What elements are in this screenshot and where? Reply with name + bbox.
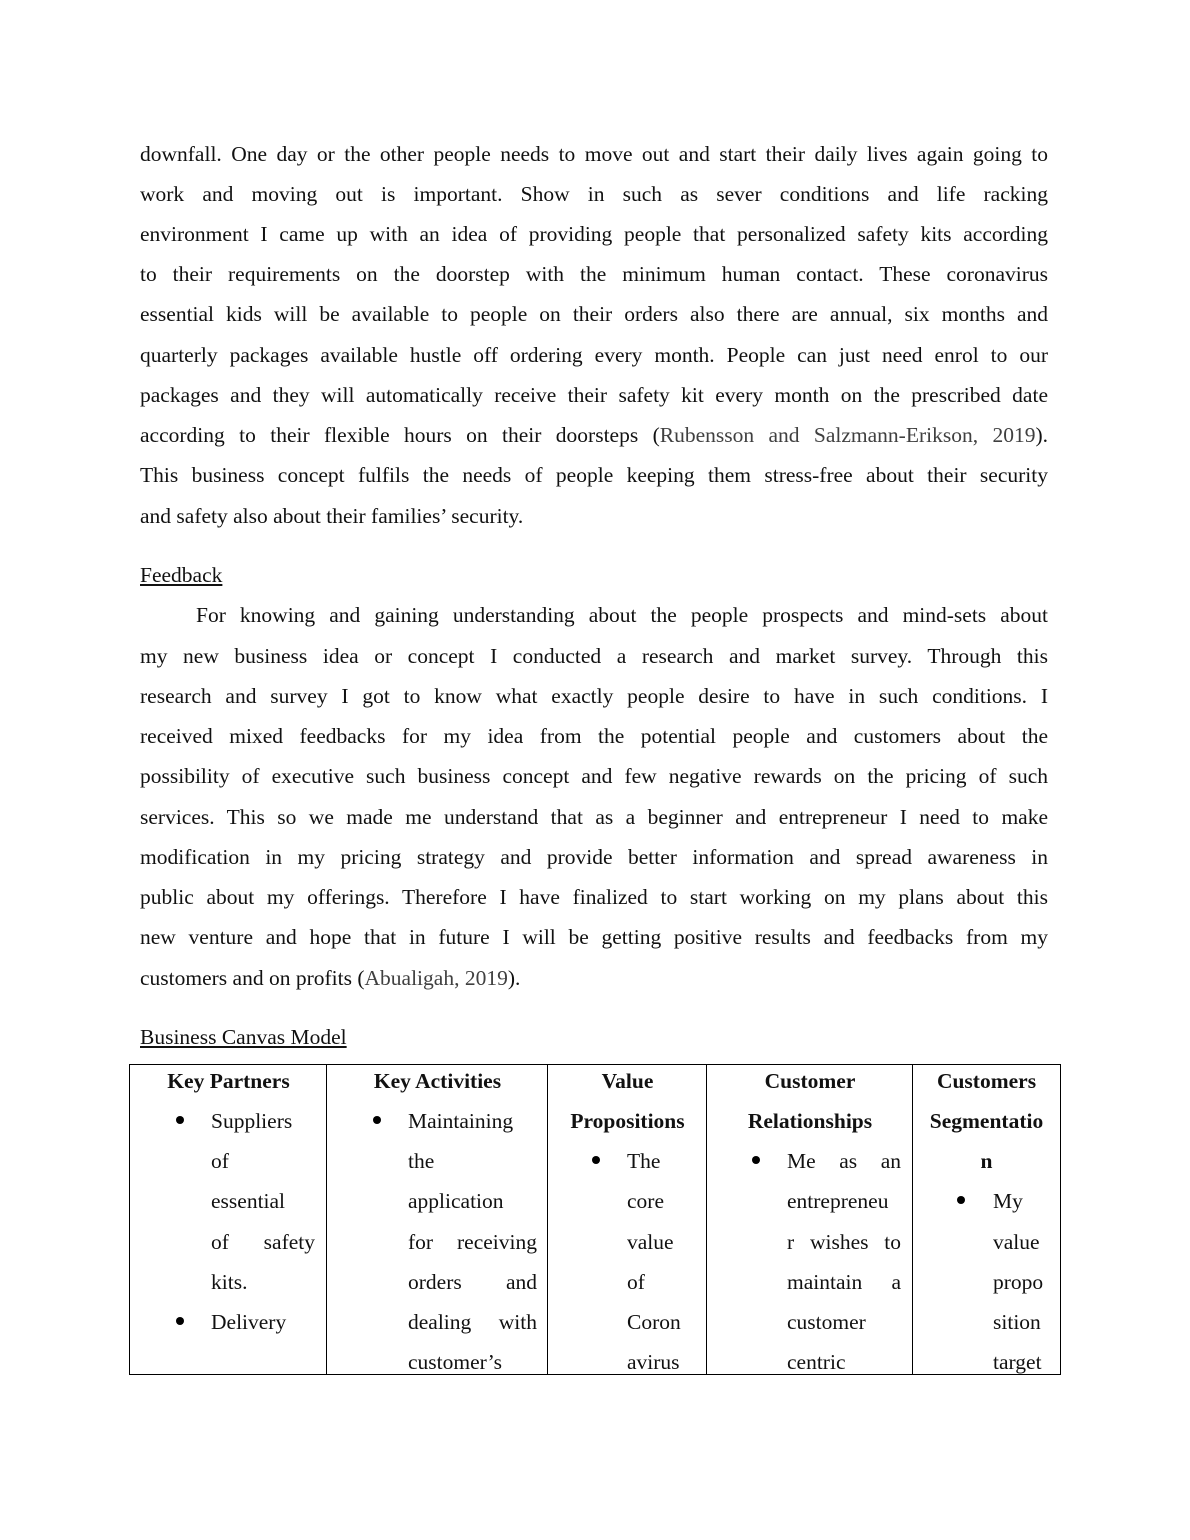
col-key-activities — [327, 1065, 548, 1374]
key-activities-text: for receiving — [408, 1230, 537, 1254]
customer-segmentation-text: value — [993, 1230, 1040, 1254]
feedback-line-10 — [140, 964, 1048, 992]
bullet-icon — [752, 1156, 760, 1164]
intro-line-4: to their requirements on the doorstep with the minimum human contact. These coronavirus — [140, 262, 1048, 286]
customer-segmentation-text: My — [993, 1189, 1023, 1213]
intro-line-10: and safety also about their families’ security. — [140, 504, 524, 528]
intro-line-9: This business concept fulfils the needs of people keeping them stress-free about their security — [140, 463, 1048, 487]
feedback-line-4: received mixed feedbacks for my idea from the potential people and customers about the — [140, 724, 1048, 748]
value-propositions-text: core — [627, 1189, 664, 1213]
feedback-line-1: For knowing and gaining understanding about the people prospects and mind-sets about — [196, 603, 1048, 627]
bullet-icon — [176, 1317, 184, 1325]
key-activities-text: dealing with — [408, 1310, 537, 1334]
key-activities-text: orders and — [408, 1270, 537, 1294]
feedback-line-3: research and survey I got to know what exactly people desire to have in such conditions. I — [140, 684, 1048, 708]
key-partners-text: Suppliers — [211, 1109, 293, 1133]
key-activities-text: customer’s — [408, 1350, 502, 1374]
intro-line-7: packages and they will automatically receive their safety kit every month on the prescribed date — [140, 383, 1048, 407]
bullet-icon — [957, 1196, 965, 1204]
bullet-icon — [176, 1116, 184, 1124]
bullet-icon — [373, 1116, 381, 1124]
intro-line-5: essential kids will be available to people on their orders also there are annual, six months and — [140, 302, 1048, 326]
intro-line-3: environment I came up with an idea of providing people that personalized safety kits according — [140, 222, 1048, 246]
business-canvas-table — [129, 1064, 1061, 1375]
intro-line-2: work and moving out is important. Show in such as sever conditions and life racking — [140, 182, 1048, 206]
customer-segmentation-text: propo — [993, 1270, 1044, 1294]
value-propositions-text: The — [627, 1149, 661, 1173]
intro-line-1: downfall. One day or the other people needs to move out and start their daily lives again going to — [140, 142, 1048, 166]
feedback-line-8: public about my offerings. Therefore I have finalized to start working on my plans about this — [140, 885, 1048, 909]
customer-relationships-text: entrepreneu — [787, 1189, 889, 1213]
feedback-last-text: customers and on profits ( — [140, 966, 365, 990]
customer-relationships-text: r wishes to — [787, 1230, 901, 1254]
header-key-activities: Key Activities — [373, 1069, 502, 1093]
col-value-propositions — [548, 1065, 707, 1374]
bullet-icon — [592, 1156, 600, 1164]
feedback-line-5: possibility of executive such business concept and few negative rewards on the pricing of such — [140, 764, 1048, 788]
intro-line-8 — [140, 421, 1048, 449]
key-activities-text: the — [408, 1149, 435, 1173]
citation-rubensson: Rubensson and Salzmann-Erikson, 2019 — [659, 423, 1036, 447]
intro-line-6: quarterly packages available hustle off ordering every month. People can just need enrol to our — [140, 343, 1048, 367]
header-customer-segmentation-3: n — [980, 1149, 993, 1173]
feedback-line-9: new venture and hope that in future I will be getting positive results and feedbacks from my — [140, 925, 1048, 949]
customer-relationships-text: centric — [787, 1350, 846, 1374]
feedback-line-6: services. This so we made me understand that as a beginner and entrepreneur I need to make — [140, 805, 1048, 829]
key-partners-text: of safety — [211, 1230, 315, 1254]
col-customer-segmentation — [913, 1065, 1060, 1374]
key-partners-text: kits. — [211, 1270, 248, 1294]
value-propositions-text: avirus — [627, 1350, 680, 1374]
header-key-partners: Key Partners — [167, 1069, 290, 1093]
key-activities-text: Maintaining — [408, 1109, 514, 1133]
customer-segmentation-text: sition — [993, 1310, 1041, 1334]
col-customer-relationships — [707, 1065, 913, 1374]
feedback-last-end: ). — [507, 966, 521, 990]
value-propositions-text: of — [627, 1270, 645, 1294]
feedback-heading: Feedback — [140, 563, 223, 587]
customer-segmentation-text: target — [993, 1350, 1042, 1374]
col-key-partners — [130, 1065, 327, 1374]
customer-relationships-text: maintain a — [787, 1270, 901, 1294]
header-value-propositions-2: Propositions — [570, 1109, 685, 1133]
feedback-line-2: my new business idea or concept I conducted a research and market survey. Through this — [140, 644, 1048, 668]
intro-line-8-text: according to their flexible hours on their doorsteps ( — [140, 423, 660, 447]
key-activities-text: application — [408, 1189, 504, 1213]
intro-line-8-end: ). — [1035, 423, 1048, 447]
value-propositions-text: value — [627, 1230, 674, 1254]
customer-relationships-text: customer — [787, 1310, 866, 1334]
customer-relationships-text: Me as an — [787, 1149, 901, 1173]
header-customer-relationships-1: Customer — [764, 1069, 856, 1093]
header-value-propositions-1: Value — [601, 1069, 654, 1093]
feedback-line-7: modification in my pricing strategy and provide better information and spread awareness in — [140, 845, 1048, 869]
canvas-heading: Business Canvas Model — [140, 1025, 347, 1049]
key-partners-text: essential — [211, 1189, 286, 1213]
value-propositions-text: Coron — [627, 1310, 681, 1334]
header-customer-relationships-2: Relationships — [747, 1109, 873, 1133]
citation-abualigah: Abualigah, 2019 — [364, 966, 508, 990]
header-customer-segmentation-2: Segmentatio — [929, 1109, 1044, 1133]
header-customer-segmentation-1: Customers — [936, 1069, 1037, 1093]
key-partners-text: Delivery — [211, 1310, 287, 1334]
key-partners-text: of — [211, 1149, 229, 1173]
